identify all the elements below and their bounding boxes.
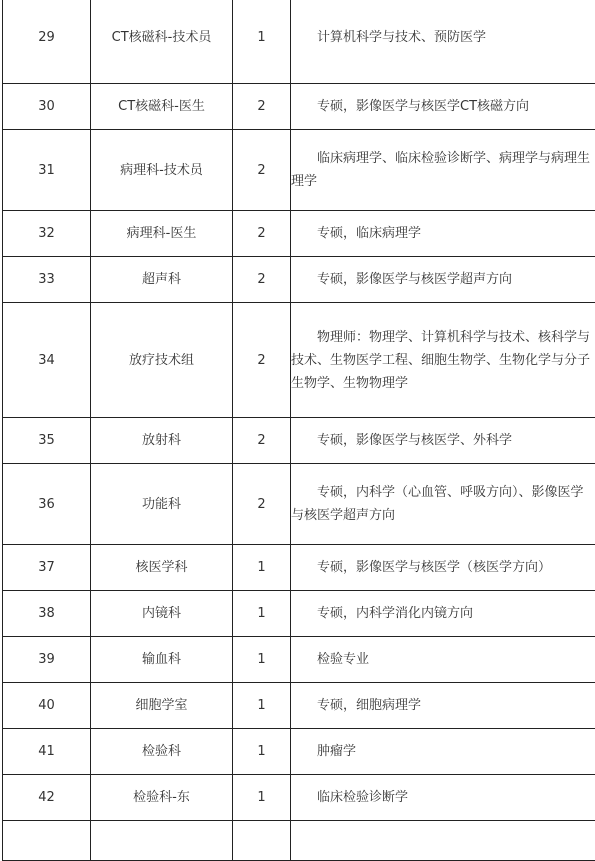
table-row: [3, 0, 595, 84]
major-requirement-cell: 专硕，细胞病理学: [291, 683, 595, 729]
row-number: 31: [3, 130, 91, 211]
row-number: 37: [3, 545, 91, 591]
row-number: 32: [3, 211, 91, 257]
major-requirement-cell: 专硕，影像医学与核医学超声方向: [291, 257, 595, 303]
department-cell: CT核磁科-技术员: [91, 0, 233, 84]
department-cell: 病理科-医生: [91, 211, 233, 257]
department-cell: 功能科: [91, 464, 233, 545]
table-row: [3, 464, 595, 545]
row-number: 36: [3, 464, 91, 545]
major-requirement-cell: [291, 821, 595, 861]
row-number: 38: [3, 591, 91, 637]
headcount-cell: 1: [233, 637, 291, 683]
headcount-cell: 1: [233, 729, 291, 775]
major-requirement-cell: 临床检验诊断学: [291, 775, 595, 821]
table-row: [3, 637, 595, 683]
department-cell: 核医学科: [91, 545, 233, 591]
headcount-cell: 2: [233, 257, 291, 303]
table-row: [3, 591, 595, 637]
table-row: [3, 303, 595, 418]
headcount-cell: 1: [233, 683, 291, 729]
major-requirement-cell: 专硕，内科学消化内镜方向: [291, 591, 595, 637]
headcount-cell: 2: [233, 303, 291, 418]
table-row: [3, 545, 595, 591]
table-row: [3, 418, 595, 464]
department-cell: 放疗技术组: [91, 303, 233, 418]
row-number: [3, 821, 91, 861]
headcount-cell: 1: [233, 545, 291, 591]
headcount-cell: 2: [233, 211, 291, 257]
department-cell: 超声科: [91, 257, 233, 303]
major-requirement-cell: 专硕，影像医学与核医学（核医学方向）: [291, 545, 595, 591]
department-cell: 内镜科: [91, 591, 233, 637]
major-requirement-cell: 检验专业: [291, 637, 595, 683]
row-number: 41: [3, 729, 91, 775]
department-cell: [91, 821, 233, 861]
department-cell: 病理科-技术员: [91, 130, 233, 211]
row-number: 39: [3, 637, 91, 683]
major-requirement-cell: 计算机科学与技术、预防医学: [291, 0, 595, 84]
major-requirement-cell: 专硕，临床病理学: [291, 211, 595, 257]
major-requirement-cell: 物理师：物理学、计算机科学与技术、核科学与技术、生物医学工程、细胞生物学、生物化学与分子生物学、生物物理学: [291, 303, 595, 418]
department-cell: CT核磁科-医生: [91, 84, 233, 130]
row-number: 42: [3, 775, 91, 821]
table-row: [3, 775, 595, 821]
row-number: 34: [3, 303, 91, 418]
headcount-cell: 1: [233, 0, 291, 84]
table-row: [3, 729, 595, 775]
headcount-cell: 1: [233, 775, 291, 821]
table-row: [3, 84, 595, 130]
table-row: [3, 257, 595, 303]
department-cell: 检验科-东: [91, 775, 233, 821]
row-number: 35: [3, 418, 91, 464]
headcount-cell: 1: [233, 591, 291, 637]
row-number: 33: [3, 257, 91, 303]
major-requirement-cell: 临床病理学、临床检验诊断学、病理学与病理生理学: [291, 130, 595, 211]
table-row: [3, 821, 595, 861]
headcount-cell: 2: [233, 464, 291, 545]
headcount-cell: [233, 821, 291, 861]
major-requirement-cell: 专硕，影像医学与核医学、外科学: [291, 418, 595, 464]
headcount-cell: 2: [233, 84, 291, 130]
table-row: [3, 683, 595, 729]
department-cell: 输血科: [91, 637, 233, 683]
row-number: 30: [3, 84, 91, 130]
department-cell: 检验科: [91, 729, 233, 775]
department-cell: 细胞学室: [91, 683, 233, 729]
major-requirement-cell: 肿瘤学: [291, 729, 595, 775]
department-cell: 放射科: [91, 418, 233, 464]
headcount-cell: 2: [233, 130, 291, 211]
table-row: [3, 130, 595, 211]
headcount-cell: 2: [233, 418, 291, 464]
row-number: 29: [3, 0, 91, 84]
table-body: [3, 0, 595, 861]
table-row: [3, 211, 595, 257]
major-requirement-cell: 专硕，内科学（心血管、呼吸方向）、影像医学与核医学超声方向: [291, 464, 595, 545]
row-number: 40: [3, 683, 91, 729]
recruitment-table: [2, 0, 595, 861]
major-requirement-cell: 专硕，影像医学与核医学CT核磁方向: [291, 84, 595, 130]
